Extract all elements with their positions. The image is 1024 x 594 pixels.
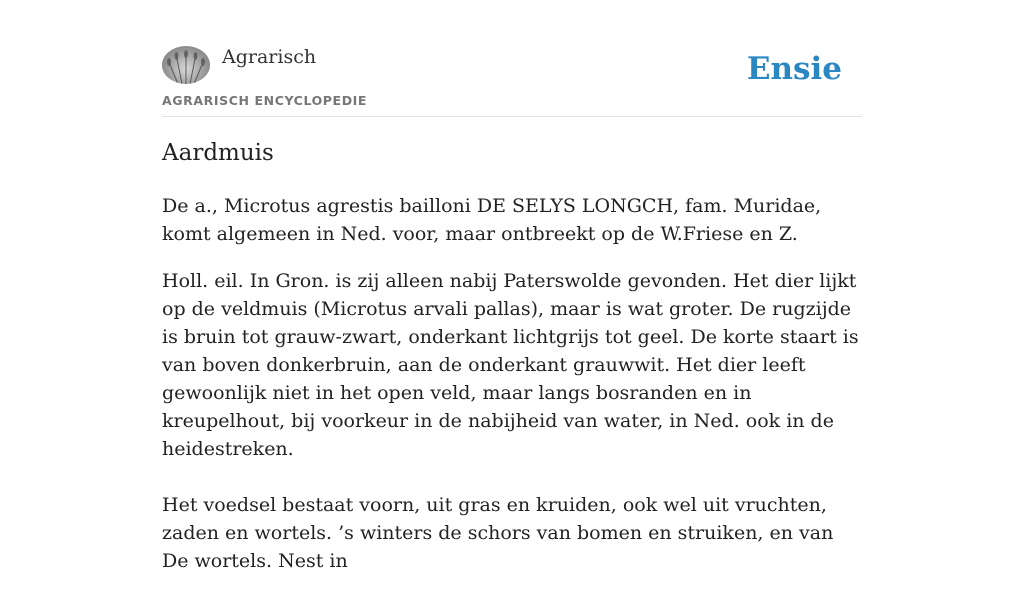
article-body: [162, 192, 862, 594]
article-page: [162, 0, 862, 572]
article-paragraph-3: Het voedsel bestaat voorn, uit gras en kruiden, ook wel uit vruchten, zaden en wortels. ’s winters de schors van bomen en struiken, en van De wortels. Nest in: [162, 494, 834, 572]
site-header: [162, 0, 862, 117]
brand-logo-link[interactable]: Ensie: [746, 51, 842, 87]
source-subtitle: AGRARISCH ENCYCLOPEDIE: [162, 93, 368, 108]
article-title: Aardmuis: [162, 140, 274, 166]
wheat-logo-icon[interactable]: [162, 46, 210, 84]
source-name[interactable]: Agrarisch: [222, 46, 317, 68]
article-paragraph-1: De a., Microtus agrestis bailloni DE SELYS LONGCH, fam. Muridae, komt algemeen in Ned. voor, maar ontbreekt op de W.Friese en Z.: [162, 195, 822, 245]
article-paragraph-2: Holl. eil. In Gron. is zij alleen nabij Paterswolde gevonden. Het dier lijkt op de veldmuis (Microtus arvali pallas), maar is wat groter. De rugzijde is bruin tot grauw-zwart, onderkant lichtgrijs tot geel. De korte staart is van boven donkerbruin, aan de onderkant grauwwit. Het dier leeft gewoonlijk niet in het open veld, maar langs bosranden en in kreupelhout, bij voorkeur in de nabijheid van water, in Ned. ook in de heidestreken.: [162, 270, 859, 460]
